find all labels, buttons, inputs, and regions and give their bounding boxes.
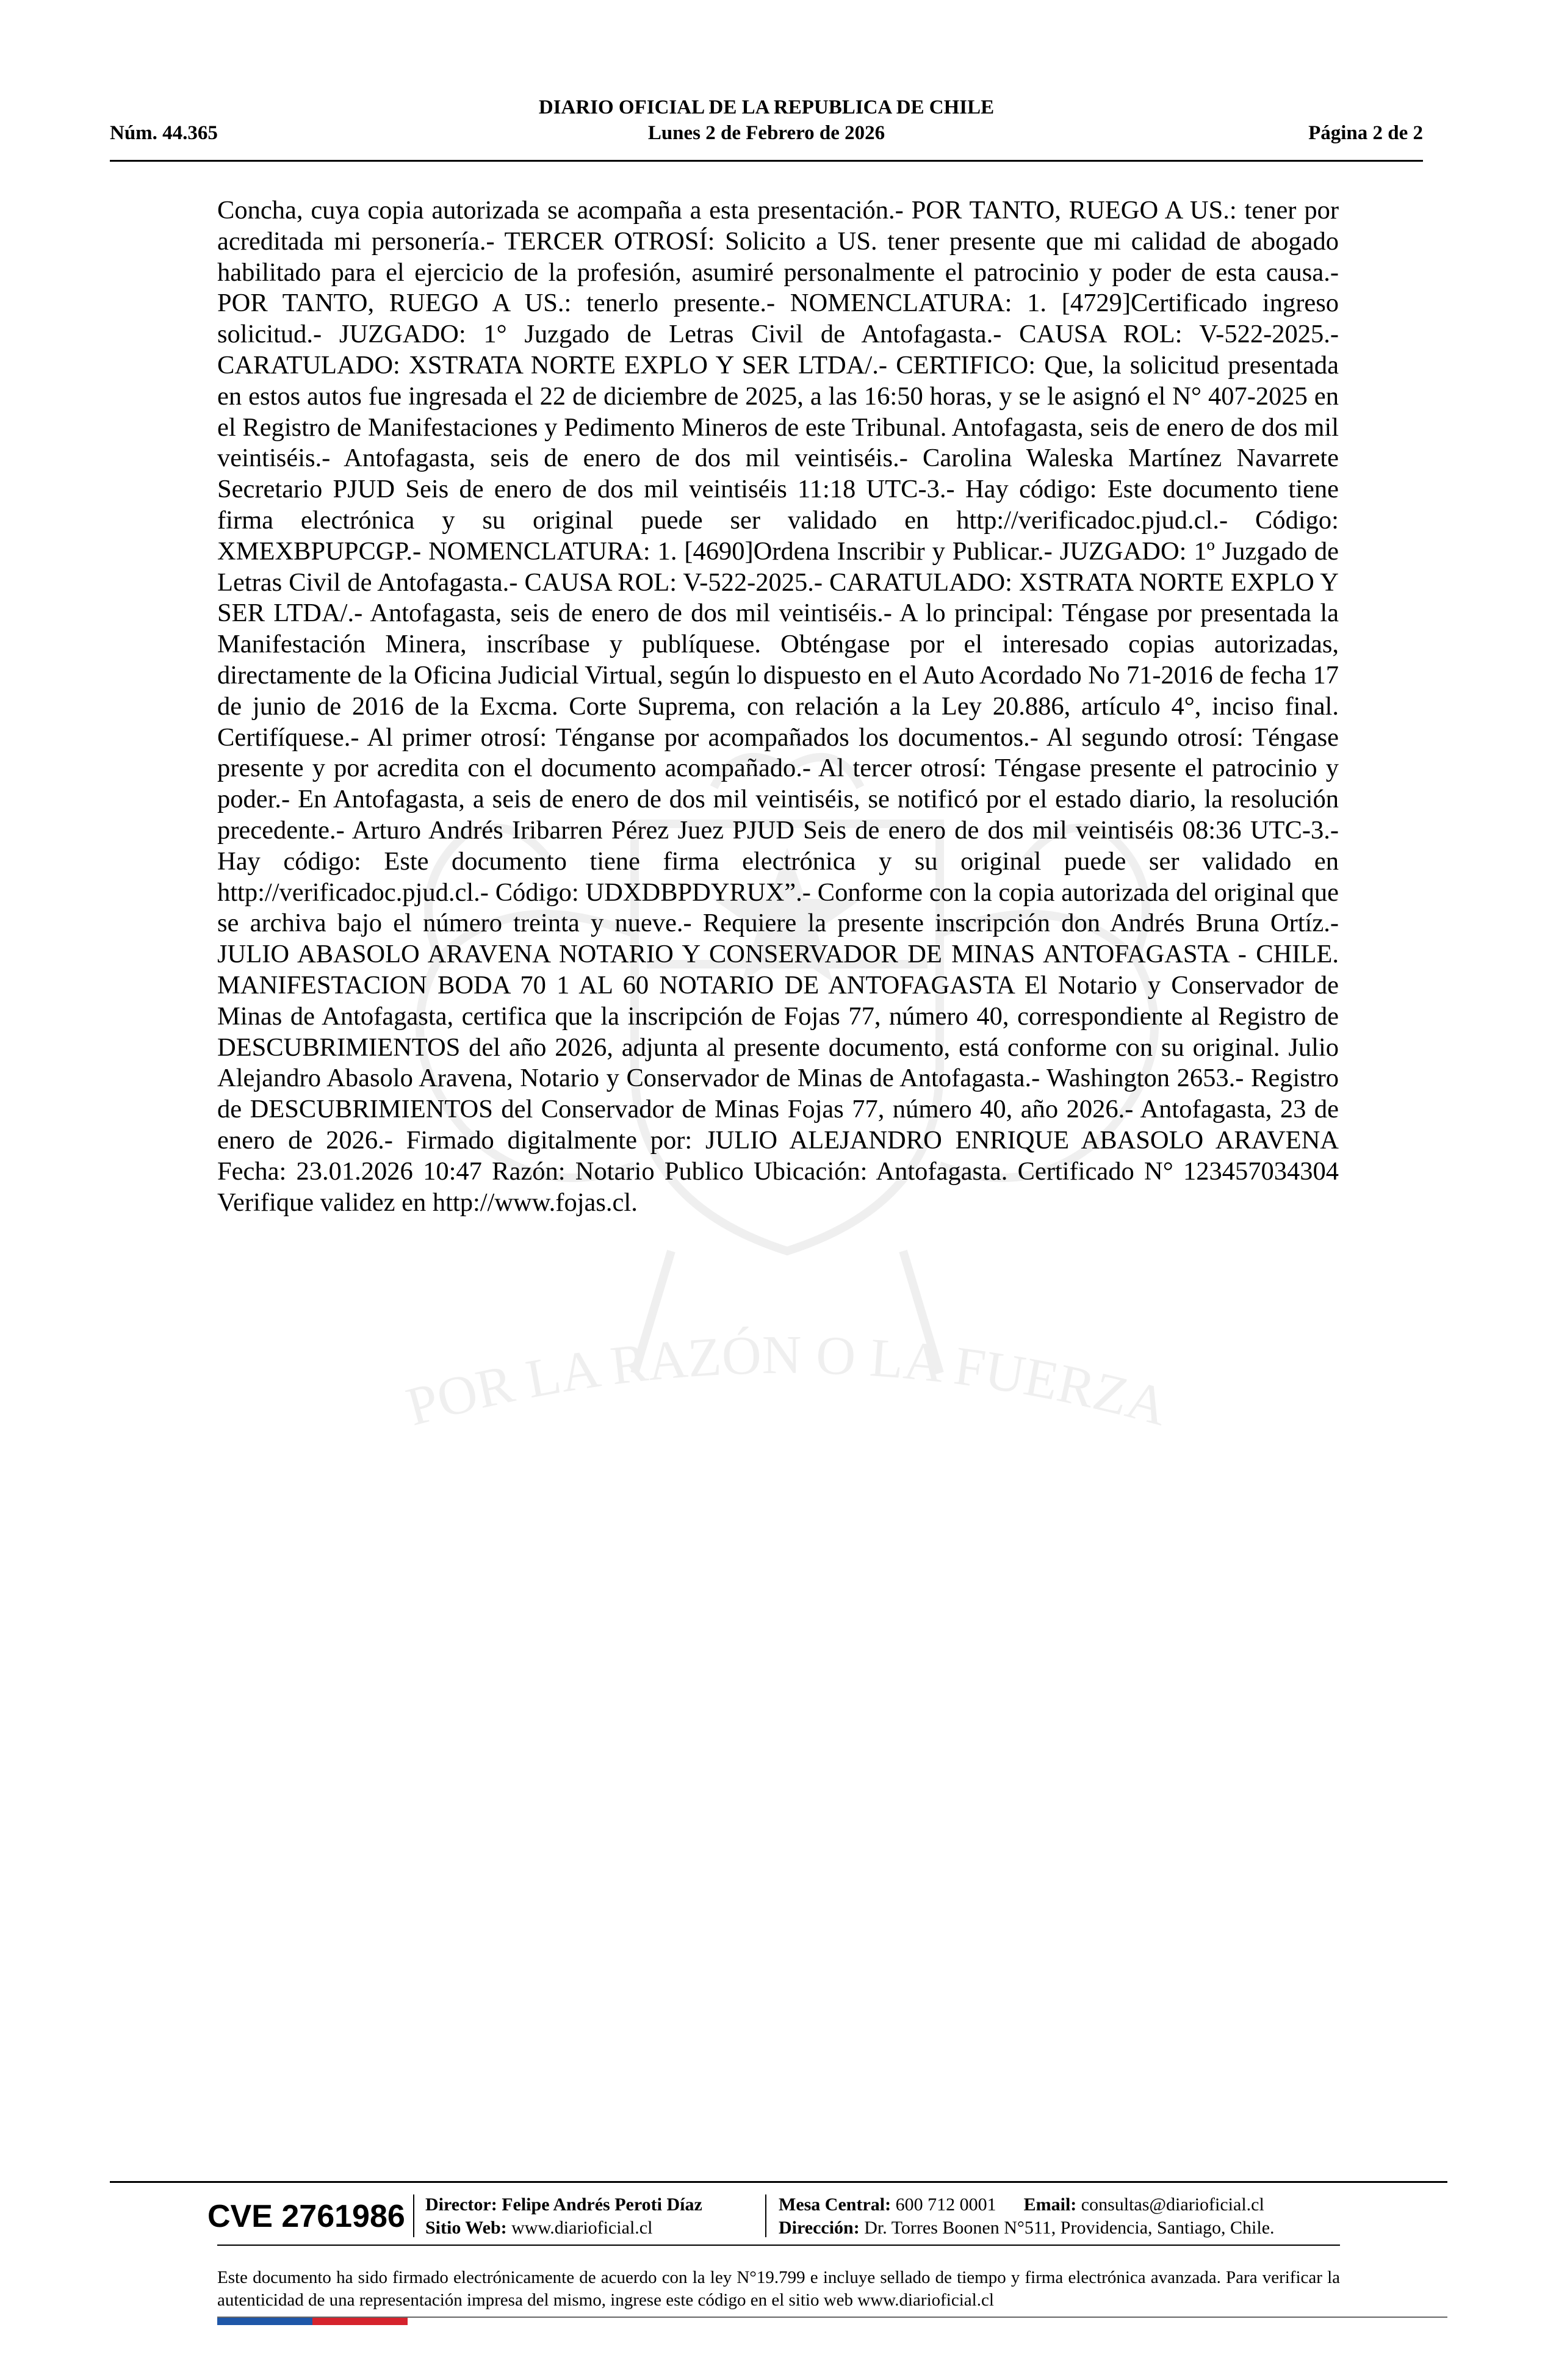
site-link[interactable]: www.diarioficial.cl: [511, 2218, 653, 2238]
publication-title: DIARIO OFICIAL DE LA REPUBLICA DE CHILE: [538, 96, 995, 118]
director-value: Felipe Andrés Peroti Díaz: [502, 2194, 702, 2215]
watermark-motto: POR LA RAZÓN O LA FUERZA: [400, 1324, 1174, 1438]
address-label: Dirección:: [779, 2218, 860, 2238]
mesa-value: 600 712 0001: [895, 2194, 996, 2215]
signature-note: Este documento ha sido firmado electrónicamente de acuerdo con la ley N°19.799 e incluye sellado de tiempo y firma electrónica avanzada. Para verificar la autenticidad de una representación impresa del mismo, ingrese este código en el sitio web www.diarioficial.cl: [217, 2268, 1340, 2310]
body-text: Concha, cuya copia autorizada se acompaña a esta presentación.- POR TANTO, RUEGO A US.: tener por acreditada mi personería.- TERCER OTROSÍ: Solicito a US. tener presente que mi calidad de abogado habilitado para el ejercicio de la profesión, asumiré personalmente el patrocinio y poder de esta causa.- POR TANTO, RUEGO A US.: tenerlo presente.- NOMENCLATURA: 1. [4729]Certificado ingreso solicitud.- JUZGADO: 1° Juzgado de Letras Civil de Antofagasta.- CAUSA ROL: V-522-2025.- CARATULADO: XSTRATA NORTE EXPLO Y SER LTDA/.- CERTIFICO: Que, la solicitud presentada en estos autos fue ingresada el 22 de diciembre de 2025, a las 16:50 horas, y se le asignó el N° 407-2025 en el Registro de Manifestaciones y Pedimento Mineros de este Tribunal. Antofagasta, seis de enero de dos mil veintiséis.- Antofagasta, seis de enero de dos mil veintiséis.- Carolina Waleska Martínez Navarrete Secretario PJUD Seis de enero de dos mil veintiséis 11:18 UTC-3.- Hay código: Este documento tiene firma electrónica y su original puede ser validado en http://verificadoc.pjud.cl.- Código: XMEXBPUPCGP.- NOMENCLATURA: 1. [4690]Ordena Inscribir y Publicar.- JUZGADO: 1º Juzgado de Letras Civil de Antofagasta.- CAUSA ROL: V-522-2025.- CARATULADO: XSTRATA NORTE EXPLO Y SER LTDA/.- Antofagasta, seis de enero de dos mil veintiséis.- A lo principal: Téngase por presentada la Manifestación Minera, inscríbase y publíquese. Obténgase por el interesado copias autorizadas, directamente de la Oficina Judicial Virtual, según lo dispuesto en el Auto Acordado No 71-2016 de fecha 17 de junio de 2016 de la Excma. Corte Suprema, con relación a la Ley 20.886, artículo 4°, inciso final. Certifíquese.- Al primer otrosí: Ténganse por acompañados los documentos.- Al segundo otrosí: Téngase presente y por acredita con el documento acompañado.- Al tercer otrosí: Téngase presente el patrocinio y poder.- En Antofagasta, a seis de enero de dos mil veintiséis, se notificó por el estado diario, la resolución precedente.- Arturo Andrés Iribarren Pérez Juez PJUD Seis de enero de dos mil veintiséis 08:36 UTC-3.- Hay código: Este documento tiene firma electrónica y su original puede ser validado en http://verificadoc.pjud.cl.- Código: UDXDBPDYRUX”.- Conforme con la copia autorizada del original que se archiva bajo el número treinta y nueve.- Requiere la presente inscripción don Andrés Bruna Ortíz.- JULIO ABASOLO ARAVENA NOTARIO Y CONSERVADOR DE MINAS ANTOFAGASTA - CHILE. MANIFESTACION BODA 70 1 AL 60 NOTARIO DE ANTOFAGASTA El Notario y Conservador de Minas de Antofagasta, certifica que la inscripción de Fojas 77, número 40, correspondiente al Registro de DESCUBRIMIENTOS del año 2026, adjunta al presente documento, está conforme con su original. Julio Alejandro Abasolo Aravena, Notario y Conservador de Minas de Antofagasta.- Washington 2653.- Registro de DESCUBRIMIENTOS del Conservador de Minas Fojas 77, número 40, año 2026.- Antofagasta, 23 de enero de 2026.- Firmado digitalmente por: JULIO ALEJANDRO ENRIQUE ABASOLO ARAVENA Fecha: 23.01.2026 10:47 Razón: Notario Publico Ubicación: Antofagasta. Certificado N° 123457034304 Verifique validez en http://www.fojas.cl.: [217, 196, 1339, 1217]
email-link[interactable]: consultas@diarioficial.cl: [1081, 2194, 1264, 2215]
issue-date: Lunes 2 de Febrero de 2026: [647, 122, 885, 144]
address-value: Dr. Torres Boonen N°511, Providencia, Santiago, Chile.: [864, 2218, 1275, 2238]
cve-code: CVE 2761986: [207, 2199, 405, 2234]
page-number: Página 2 de 2: [1308, 122, 1423, 144]
mesa-label: Mesa Central:: [779, 2194, 891, 2215]
page-header: [110, 93, 1423, 162]
director-label: Director:: [425, 2194, 497, 2215]
footer-director-block: [425, 2193, 702, 2240]
footer-divider: [110, 2181, 1447, 2183]
footer-divider: [217, 2245, 1340, 2246]
flag-blue-segment: [217, 2318, 312, 2325]
site-label: Sitio Web:: [425, 2218, 507, 2238]
issue-number: Núm. 44.365: [110, 122, 218, 144]
flag-stripe: [217, 2318, 408, 2325]
flag-red-segment: [312, 2318, 408, 2325]
footer-contact-block: [779, 2193, 1275, 2240]
footer-separator: [413, 2194, 414, 2237]
footer-separator: [765, 2194, 766, 2237]
email-label: Email:: [1023, 2194, 1077, 2215]
